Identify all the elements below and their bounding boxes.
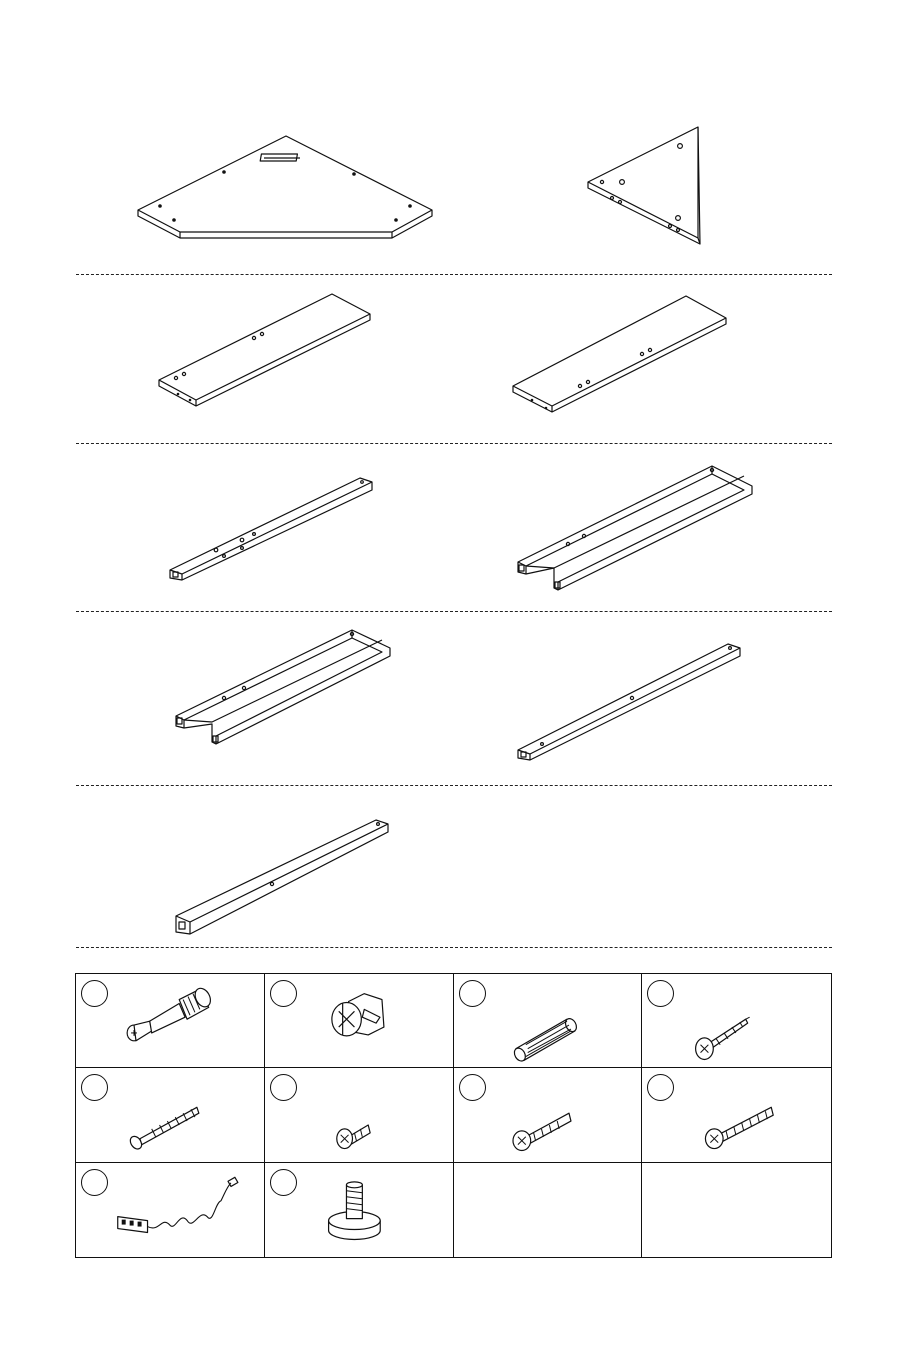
cam-bolt-icon — [76, 974, 264, 1067]
u-frame-right-icon — [514, 462, 758, 596]
section-divider — [76, 785, 832, 786]
cam-lock-icon — [265, 974, 453, 1067]
section-divider — [76, 274, 832, 275]
hardware-cell — [265, 1163, 454, 1257]
empty-hardware-cell — [454, 1163, 643, 1257]
hardware-cell — [76, 1163, 265, 1257]
u-frame-left-icon — [172, 628, 394, 750]
triangle-shelf-panel-icon — [582, 122, 708, 250]
short-board-panel-icon — [154, 290, 376, 410]
wood-screw-icon — [642, 974, 831, 1067]
long-board-panel-icon — [508, 292, 734, 416]
leveling-foot-icon — [265, 1163, 453, 1257]
pentagon-desktop-panel-icon — [130, 128, 440, 246]
single-tube-rail-long-icon — [514, 640, 746, 764]
hardware-cell — [642, 974, 831, 1068]
hardware-cell — [76, 1068, 265, 1162]
section-divider — [76, 611, 832, 612]
hardware-cell — [265, 974, 454, 1068]
anchor-screw-icon — [76, 1068, 264, 1161]
hardware-cell — [454, 1068, 643, 1162]
empty-hardware-cell — [642, 1163, 831, 1257]
hardware-cell — [642, 1068, 831, 1162]
medium-machine-screw-icon — [454, 1068, 642, 1161]
single-tube-rail-icon — [166, 474, 378, 584]
short-machine-screw-icon — [265, 1068, 453, 1161]
hardware-table — [75, 973, 832, 1258]
single-tube-rail-bottom-icon — [172, 816, 396, 940]
section-divider — [76, 443, 832, 444]
hardware-cell — [265, 1068, 454, 1162]
hardware-cell — [76, 974, 265, 1068]
section-divider — [76, 947, 832, 948]
wood-dowel-icon — [454, 974, 642, 1067]
hardware-cell — [454, 974, 643, 1068]
long-machine-screw-icon — [642, 1068, 831, 1161]
power-strip-cable-icon — [76, 1163, 264, 1257]
